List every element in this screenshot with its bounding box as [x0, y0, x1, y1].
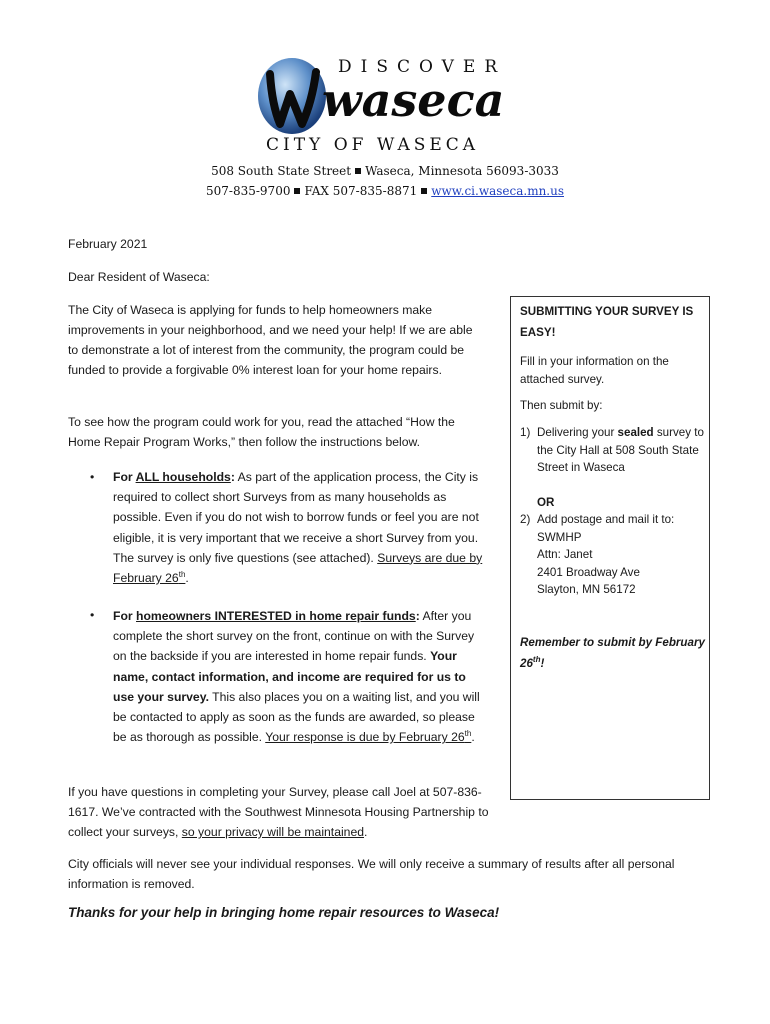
logo-waseca-text: waseca	[322, 73, 505, 127]
bullet-all-households: For ALL households: As part of the application process, the City is required to collect short Surveys from as many households as possible. Even if you do not wish to borrow funds or feel you are not eligible, it is very important that we receive a short Survey from you. The survey is only five questions (see attached). Surveys are due by February 26th.	[113, 470, 483, 586]
sidebar-heading: SUBMITTING YOUR SURVEY IS EASY!	[520, 305, 694, 339]
questions-paragraph: If you have questions in completing your Survey, please call Joel at 507-836-1617. We’ve contracted with the Southwest Minnesota Housing Partnership to collect your surveys, so your privacy will be maintained.	[68, 785, 489, 839]
bullet-icon: •	[90, 470, 95, 484]
letter-greeting: Dear Resident of Waseca:	[68, 270, 210, 284]
logo-graphic	[252, 50, 522, 160]
city-state-zip: Waseca, Minnesota 56093-3033	[365, 164, 559, 178]
website-link[interactable]: www.ci.waseca.mn.us	[431, 184, 564, 198]
discover-waseca-logo	[252, 50, 522, 160]
instructions-paragraph: To see how the program could work for you, read the attached “How the Home Repair Program Works,” then follow the instructions below.	[68, 415, 455, 449]
phone-number: 507-835-9700	[206, 184, 291, 198]
square-bullet-icon	[355, 168, 361, 174]
bullet-homeowners-interested: For homeowners INTERESTED in home repair funds: After you complete the short survey on the front, continue on with the Survey on the backside if you are interested in home repair funds. Your name, contact information, and income are required for us to use your survey. This also places you on a waiting list, and you will be contacted to apply as soon as the funds are awarded, so please be as thorough as possible. Your response is due by February 26th.	[113, 609, 480, 745]
square-bullet-icon	[294, 188, 300, 194]
logo-discover-text: DISCOVER	[338, 57, 507, 77]
option-number-2: 2)	[520, 513, 531, 526]
option-mail: Add postage and mail it to: SWMHP Attn: Janet 2401 Broadway Ave Slayton, MN 56172	[537, 513, 675, 597]
logo-city-text: CITY OF WASECA	[266, 135, 480, 155]
sidebar-then-text: Then submit by:	[520, 399, 603, 412]
privacy-paragraph: City officials will never see your individual responses. We will only receive a summary of results after all personal information is removed.	[68, 857, 675, 891]
bullet-icon: •	[90, 608, 95, 622]
intro-paragraph: The City of Waseca is applying for funds to help homeowners make improvements in your neighborhood, and we need your help! If we are able to demonstrate a lot of interest from the community, the program could be funded to provide a forgivable 0% interest loan for your home repairs.	[68, 303, 473, 377]
square-bullet-icon	[421, 188, 427, 194]
remember-deadline: Remember to submit by February 26th!	[520, 636, 705, 670]
option-or: OR	[537, 496, 555, 509]
address-line-2	[0, 184, 770, 198]
street-address: 508 South State Street	[211, 164, 352, 178]
address-line-1	[0, 164, 770, 178]
sidebar-fill-text: Fill in your information on the attached survey.	[520, 355, 669, 386]
thanks-line: Thanks for your help in bringing home repair resources to Waseca!	[68, 905, 500, 920]
letter-date: February 2021	[68, 237, 148, 251]
option-number-1: 1)	[520, 426, 531, 439]
option-deliver: Delivering your sealed survey to the City Hall at 508 South State Street in Waseca	[537, 426, 704, 475]
submission-sidebar	[510, 296, 710, 800]
fax-number: FAX 507-835-8871	[304, 184, 418, 198]
